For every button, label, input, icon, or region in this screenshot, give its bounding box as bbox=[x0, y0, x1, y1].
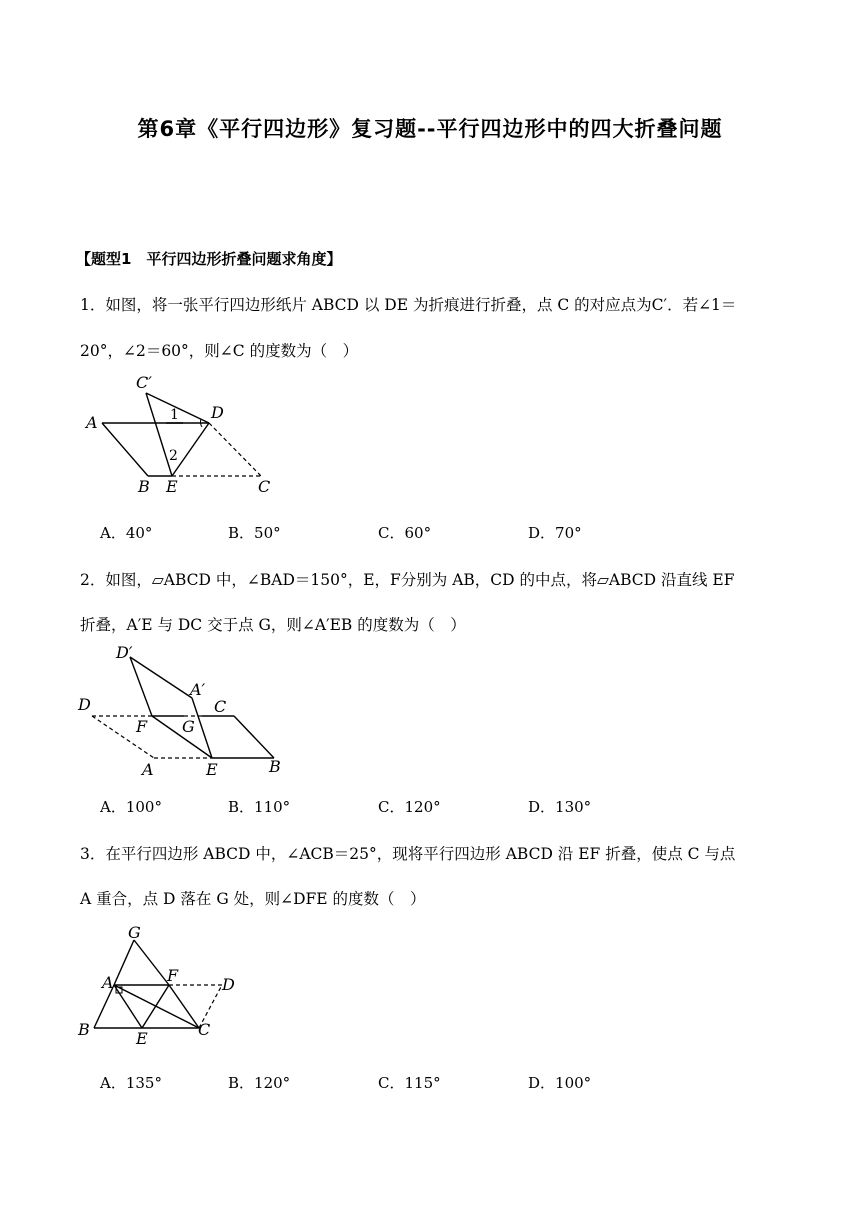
question-1-option-c[interactable]: C．60° bbox=[378, 524, 432, 542]
fig1-label-d: D bbox=[211, 403, 224, 422]
question-3-option-d[interactable]: D．100° bbox=[528, 1074, 592, 1092]
question-3-figure bbox=[72, 920, 252, 1050]
question-2-option-d[interactable]: D．130° bbox=[528, 798, 592, 816]
fig2-label-c: C bbox=[214, 697, 227, 716]
question-2-text-line1: 2．如图，▱ABCD 中，∠BAD＝150°，E，F分别为 AB，CD 的中点，将▱ABCD 沿直线 EF bbox=[80, 571, 735, 589]
fig1-label-a: A bbox=[86, 413, 98, 432]
question-1-figure bbox=[80, 368, 290, 498]
fig2-label-d: D bbox=[78, 695, 91, 714]
fig1-label-b: B bbox=[138, 477, 150, 496]
question-1-text-line2: 20°，∠2＝60°，则∠C 的度数为（ ） bbox=[80, 342, 359, 360]
fig2-label-a-prime: A′ bbox=[190, 680, 206, 699]
fig2-label-b: B bbox=[269, 757, 281, 776]
question-1-option-d[interactable]: D．70° bbox=[528, 524, 582, 542]
fig2-label-a: A bbox=[142, 760, 154, 779]
fig3-label-g: G bbox=[128, 923, 141, 942]
fig3-label-b: B bbox=[78, 1020, 90, 1039]
fig2-label-g: G bbox=[182, 717, 195, 736]
fig3-label-e: E bbox=[136, 1029, 148, 1048]
question-2-option-b[interactable]: B．110° bbox=[228, 798, 291, 816]
question-1-text-line1: 1．如图，将一张平行四边形纸片 ABCD 以 DE 为折痕进行折叠，点 C 的对应点为C′．若∠1＝ bbox=[80, 296, 737, 314]
question-3-text-line1: 3．在平行四边形 ABCD 中，∠ACB＝25°，现将平行四边形 ABCD 沿 EF 折叠，使点 C 与点 bbox=[80, 845, 736, 863]
fig2-label-f: F bbox=[136, 717, 148, 736]
question-2-text-line2: 折叠，A′E 与 DC 交于点 G，则∠A′EB 的度数为（ ） bbox=[80, 616, 466, 634]
question-3-option-a[interactable]: A．135° bbox=[100, 1074, 162, 1092]
fig1-label-c-prime: C′ bbox=[136, 373, 152, 392]
question-3-text-line2: A 重合，点 D 落在 G 处，则∠DFE 的度数（ ） bbox=[80, 890, 426, 908]
fig1-angle-2: 2 bbox=[169, 448, 178, 464]
fig3-label-f: F bbox=[167, 966, 179, 985]
fig1-angle-1: 1 bbox=[170, 407, 179, 423]
question-2-figure bbox=[72, 640, 292, 780]
fig3-label-d: D bbox=[222, 975, 235, 994]
question-3-option-b[interactable]: B．120° bbox=[228, 1074, 291, 1092]
fig3-label-c: C bbox=[198, 1020, 211, 1039]
fig2-label-e: E bbox=[206, 760, 218, 779]
fig3-label-a: A bbox=[102, 973, 114, 992]
section-heading: 【题型1 平行四边形折叠问题求角度】 bbox=[76, 250, 342, 268]
fig1-label-c: C bbox=[258, 477, 271, 496]
fig1-label-e: E bbox=[166, 477, 178, 496]
question-1-option-b[interactable]: B．50° bbox=[228, 524, 281, 542]
question-2-option-a[interactable]: A．100° bbox=[100, 798, 162, 816]
question-2-option-c[interactable]: C．120° bbox=[378, 798, 441, 816]
fig2-label-d-prime: D′ bbox=[116, 643, 133, 662]
question-1-option-a[interactable]: A．40° bbox=[100, 524, 153, 542]
question-3-option-c[interactable]: C．115° bbox=[378, 1074, 441, 1092]
page-title: 第6章《平行四边形》复习题--平行四边形中的四大折叠问题 bbox=[137, 117, 723, 141]
